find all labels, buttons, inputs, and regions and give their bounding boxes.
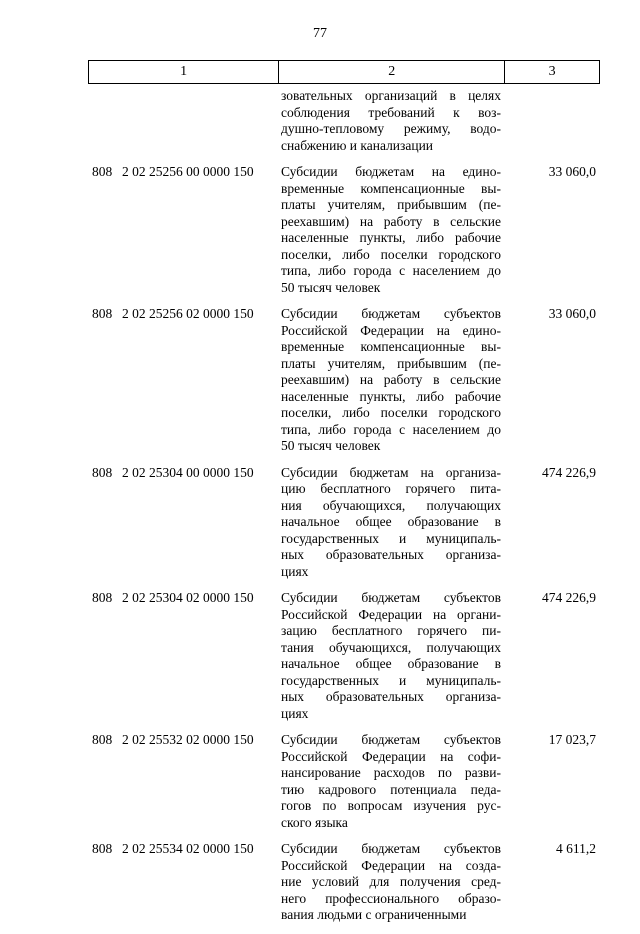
classification-code: 2 02 25304 02 0000 150 — [122, 590, 254, 605]
description-line: соблюдения требований к воз- — [281, 104, 501, 120]
description-cell — [278, 732, 504, 831]
amount-cell: 474 226,9 — [542, 464, 596, 480]
description-cell — [278, 164, 504, 296]
table-row — [88, 841, 600, 924]
description-line: ского языка — [281, 814, 348, 830]
description-line: поселки, либо поселки городского — [281, 246, 501, 262]
description-line: Российской Федерации на органи- — [281, 606, 501, 622]
description-line: временные компенсационные вы- — [281, 180, 501, 196]
description-cell — [278, 841, 504, 924]
budget-code-cell — [88, 465, 278, 581]
budget-code-cell — [88, 164, 278, 296]
description-line: государственных и муниципаль- — [281, 672, 501, 688]
description-line: Российской Федерации на созда- — [281, 857, 501, 873]
description-line: циях — [281, 563, 309, 579]
description-line: циях — [281, 705, 309, 721]
description-line: вания людьми с ограниченными — [281, 907, 467, 922]
description-cell — [278, 590, 504, 722]
description-line: Субсидии бюджетам на едино- — [281, 164, 501, 179]
amount-cell: 33 060,0 — [548, 164, 596, 179]
table-body — [88, 88, 600, 934]
description-line: снабжению и канализации — [281, 137, 434, 153]
admin-code: 808 — [92, 841, 113, 856]
amount-cell: 4 611,2 — [556, 841, 596, 856]
description-line: нансирование расходов по разви- — [281, 765, 501, 780]
classification-code: 2 02 25256 00 0000 150 — [122, 164, 254, 179]
amount-cell: 33 060,0 — [548, 306, 596, 321]
description-line: типа, либо города с населением до — [281, 421, 501, 437]
admin-code: 808 — [92, 590, 113, 605]
admin-code: 808 — [92, 306, 113, 321]
amount-cell: 17 023,7 — [548, 732, 596, 747]
description-cell — [278, 465, 504, 581]
description-line: тию кадрового потенциала педа- — [281, 781, 501, 797]
description-line: ных образовательных организа- — [281, 689, 501, 704]
budget-code-cell — [88, 841, 278, 924]
budget-code-cell — [88, 590, 278, 722]
admin-code: 808 — [92, 464, 113, 480]
description-line: Субсидии бюджетам субъектов — [281, 306, 501, 321]
budget-code-cell — [88, 732, 278, 831]
description-line: зовательных организаций в целях — [281, 88, 501, 103]
description-line: реехавшим) на работу в сельские — [281, 213, 501, 229]
description-line: него профессионального образо- — [281, 890, 501, 906]
page-number: 77 — [313, 26, 327, 41]
classification-code: 2 02 25534 02 0000 150 — [122, 841, 254, 856]
admin-code: 808 — [92, 732, 113, 747]
classification-code: 2 02 25532 02 0000 150 — [122, 732, 254, 747]
description-line: Субсидии бюджетам субъектов — [281, 841, 501, 856]
table-row — [88, 164, 600, 296]
table-row — [88, 306, 600, 455]
table-row — [88, 88, 600, 154]
budget-code-cell — [88, 88, 278, 154]
description-line: государственных и муниципаль- — [281, 530, 501, 546]
description-line: цию бесплатного горячего пита- — [281, 481, 501, 496]
description-line: ние условий для получения сред- — [281, 874, 501, 889]
description-line: гогов по вопросам изучения рус- — [281, 798, 501, 813]
header-col-1: 1 — [89, 61, 279, 84]
description-line: зацию бесплатного горячего пи- — [281, 623, 501, 638]
table-header — [88, 60, 600, 84]
description-line: населенные пункты, либо рабочие — [281, 388, 501, 404]
table-row — [88, 465, 600, 581]
table-row — [88, 590, 600, 722]
description-line: платы учителям, прибывшим (пе- — [281, 197, 501, 212]
description-cell — [278, 88, 504, 154]
description-line: душно-тепловому режиму, водо- — [281, 121, 501, 136]
description-line: начальное общее образование в — [281, 514, 501, 529]
budget-code-cell — [88, 306, 278, 455]
description-line: Российской Федерации на софи- — [281, 748, 501, 764]
description-line: Субсидии бюджетам субъектов — [281, 732, 501, 747]
description-line: типа, либо города с населением до — [281, 263, 501, 278]
amount-cell: 474 226,9 — [542, 590, 596, 605]
admin-code: 808 — [92, 164, 113, 179]
description-line: 50 тысяч человек — [281, 279, 381, 295]
description-line: реехавшим) на работу в сельские — [281, 372, 501, 387]
description-line: Субсидии бюджетам субъектов — [281, 590, 501, 605]
description-line: 50 тысяч человек — [281, 438, 381, 453]
classification-code: 2 02 25304 00 0000 150 — [122, 464, 254, 480]
header-col-2: 2 — [279, 61, 505, 84]
description-line: ния обучающихся, получающих — [281, 497, 501, 513]
description-line: ных образовательных организа- — [281, 547, 501, 562]
description-line: Российской Федерации на едино- — [281, 322, 501, 338]
description-line: тания обучающихся, получающих — [281, 639, 501, 655]
description-line: поселки, либо поселки городского — [281, 405, 501, 420]
table-row — [88, 732, 600, 831]
description-line: начальное общее образование в — [281, 656, 501, 671]
amount-cell — [504, 88, 598, 154]
description-cell — [278, 306, 504, 455]
classification-code: 2 02 25256 02 0000 150 — [122, 306, 254, 321]
header-col-3: 3 — [505, 61, 600, 84]
description-line: временные компенсационные вы- — [281, 339, 501, 354]
description-line: платы учителям, прибывшим (пе- — [281, 355, 501, 371]
description-line: Субсидии бюджетам на организа- — [281, 464, 501, 480]
description-line: населенные пункты, либо рабочие — [281, 230, 501, 245]
